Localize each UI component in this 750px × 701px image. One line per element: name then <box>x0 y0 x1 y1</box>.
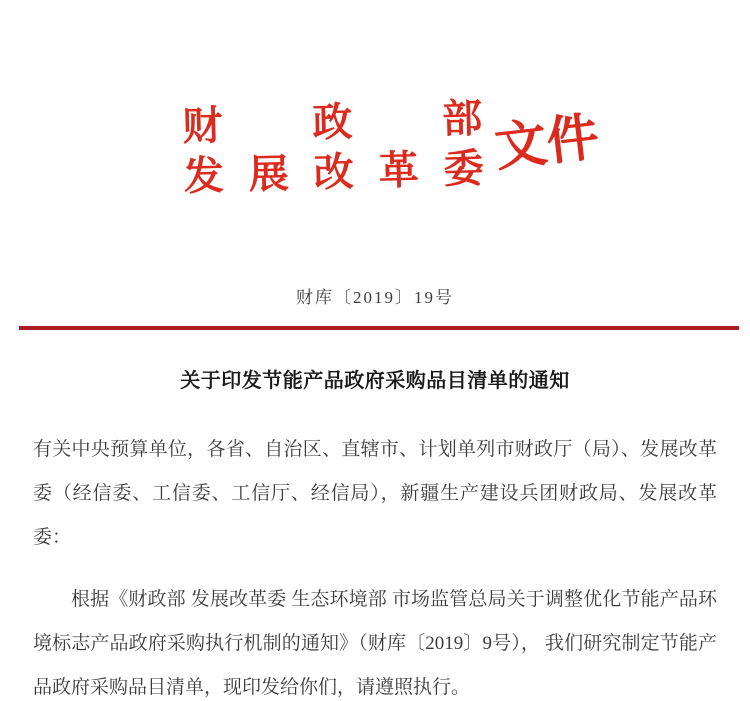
agency-names <box>182 94 485 202</box>
document-number: 财库〔2019〕19号 <box>296 288 454 307</box>
red-divider-line <box>19 326 739 330</box>
agency-line-ministry-of-finance: 财 政 部 <box>181 95 483 150</box>
agency-line-development-reform-commission: 发 展 改 革 委 <box>183 145 485 199</box>
document-masthead <box>182 90 615 202</box>
document-title: 关于印发节能产品政府采购品目清单的通知 <box>180 370 570 392</box>
body-paragraph: 根据《财政部 发展改革委 生态环境部 市场监管总局关于调整优化节能产品环境标志产品政府采购执行机制的通知》（财库〔2019〕9号）， 我们研究制定节能产品政府采购品目清单，现印发给你们，请遵照执行。 <box>33 589 717 698</box>
addressee-paragraph: 有关中央预算单位，各省、自治区、直辖市、计划单列市财政厅（局）、发展改革委（经信委、工信委、工信厅、经信局），新疆生产建设兵团财政局、发展改革委： <box>33 439 717 548</box>
document-type-label: 文件 <box>492 109 602 178</box>
